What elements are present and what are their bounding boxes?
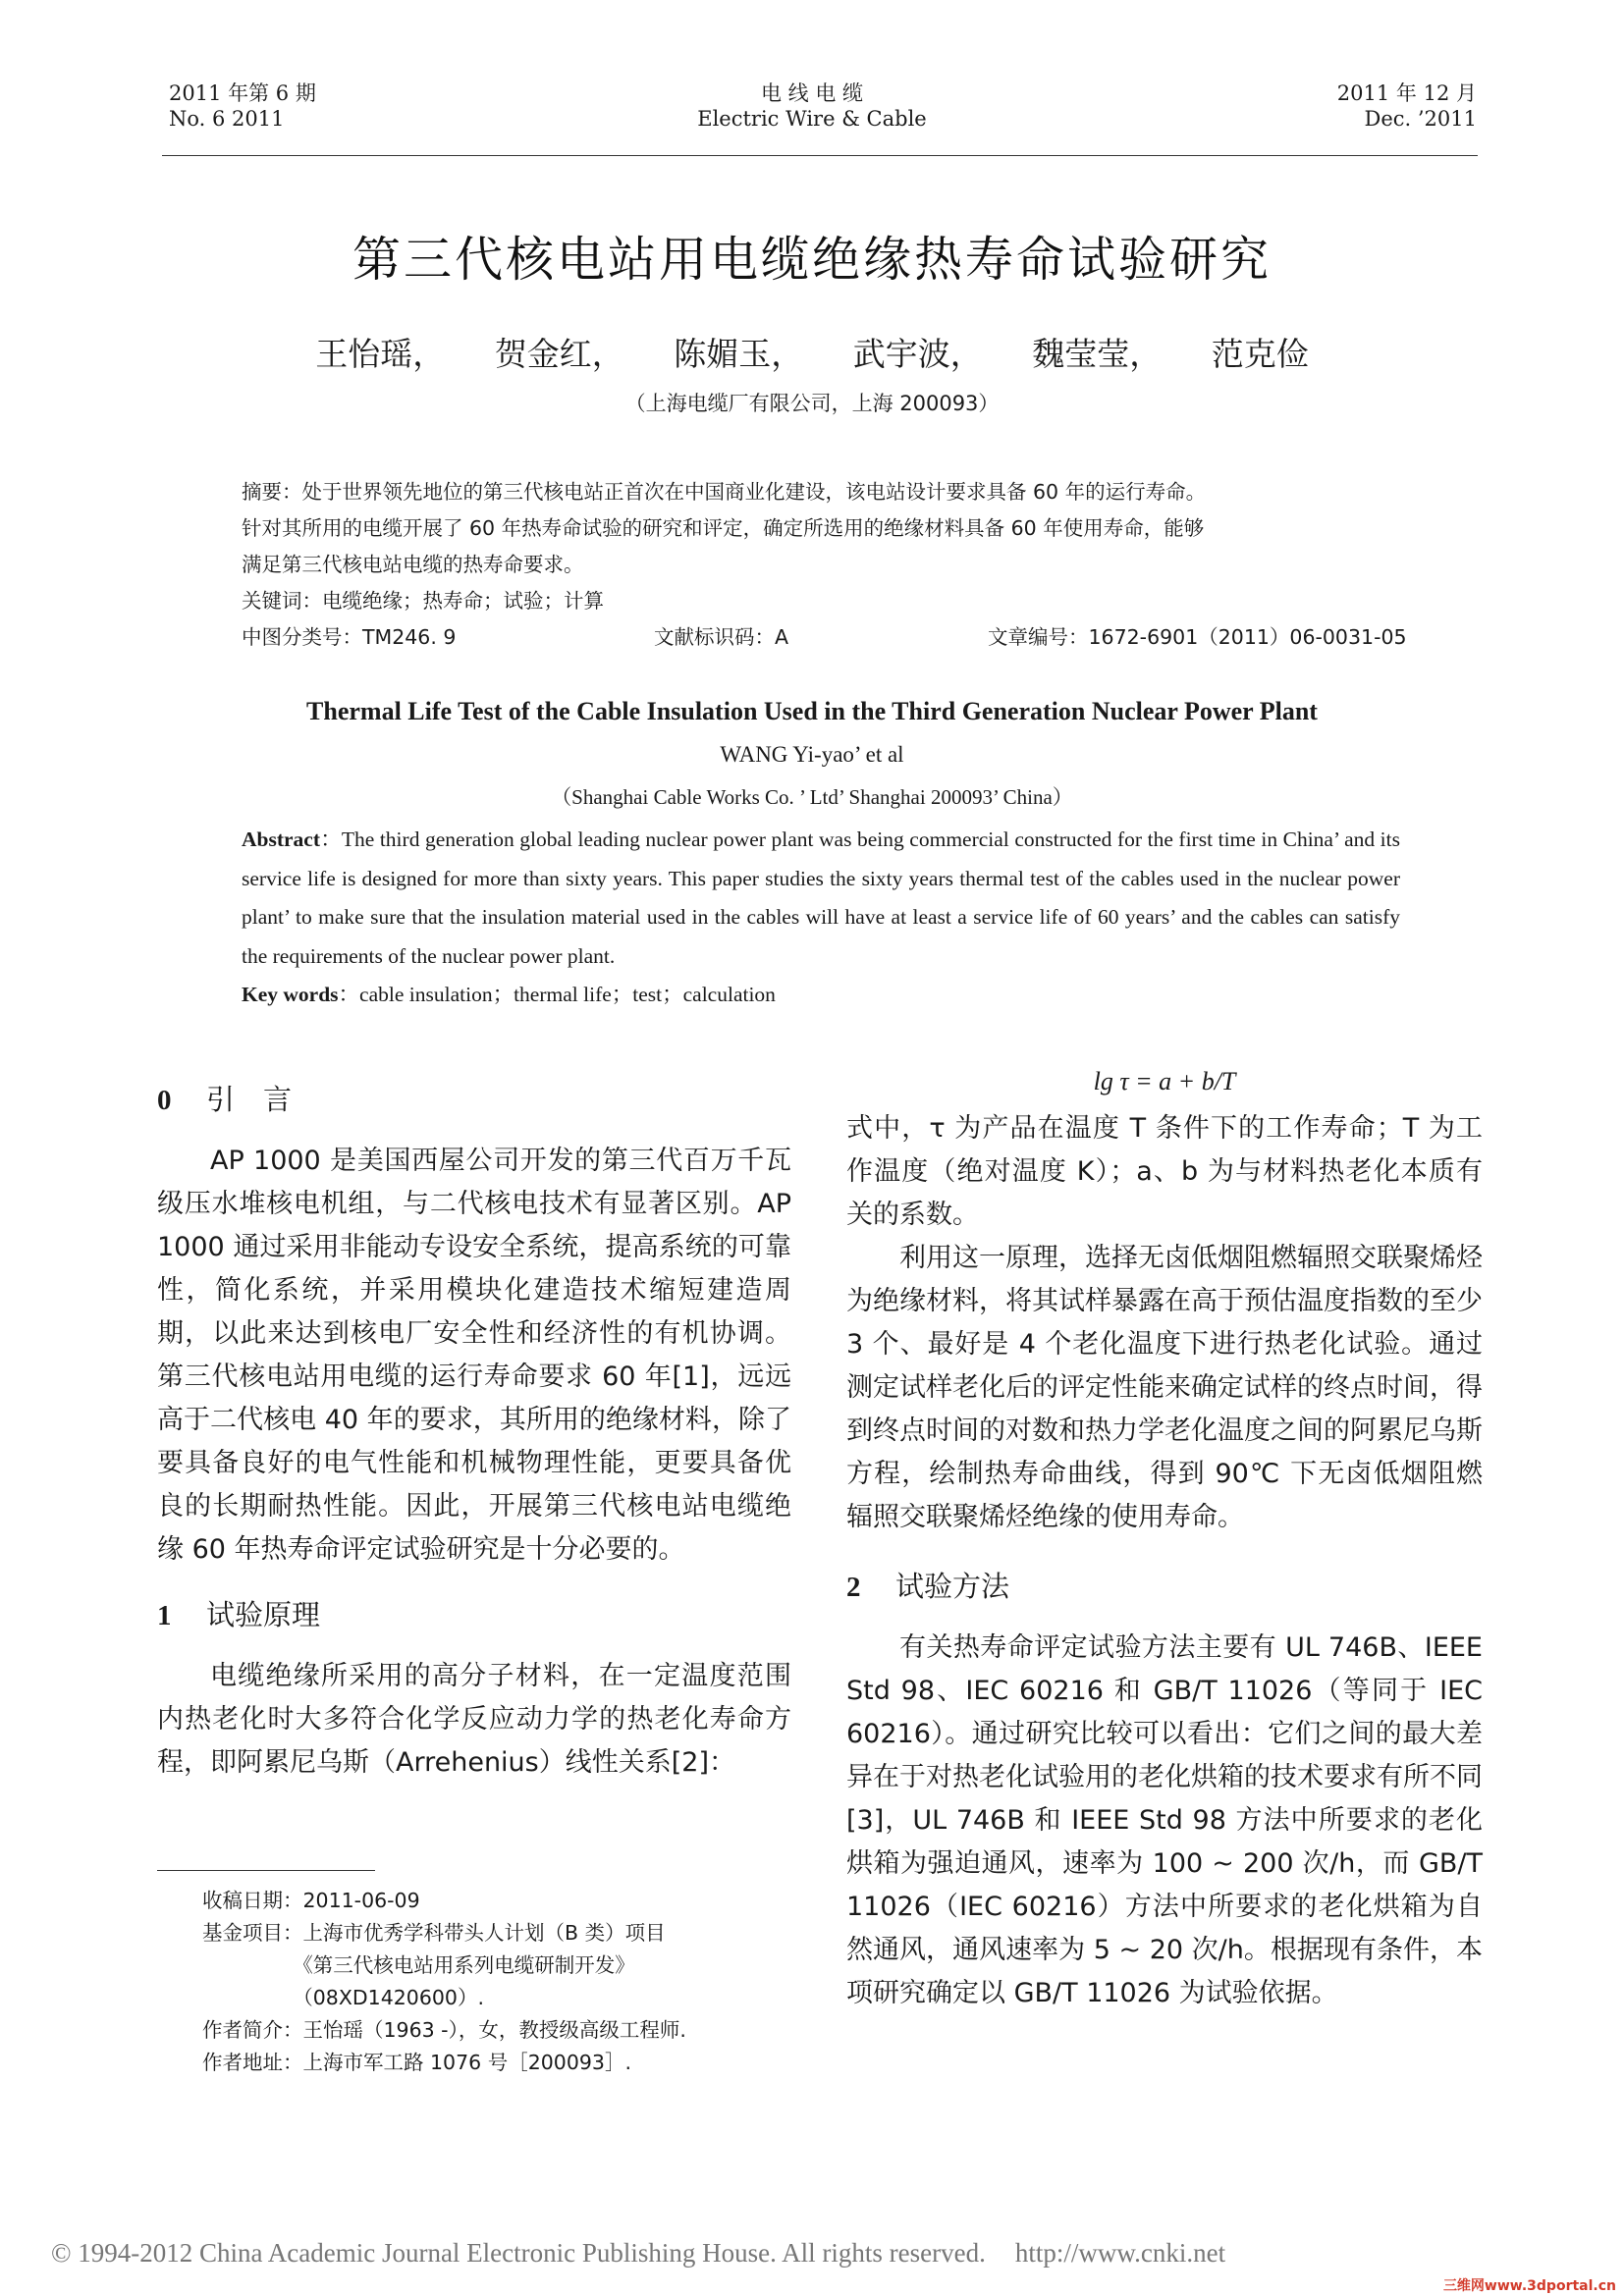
- footnotes: [202, 1885, 791, 2079]
- section-heading-2: [846, 1565, 1483, 1609]
- english-title: Thermal Life Test of the Cable Insulation Used in the Third Generation Nuclear Power Plant: [306, 697, 1318, 725]
- keywords-cn: 关键词：电缆绝缘；热寿命；试验；计算: [242, 589, 604, 613]
- journal-name-en: Electric Wire & Cable: [697, 107, 927, 131]
- issue-en: No. 6 2011: [169, 107, 285, 131]
- abstract-cn-line: 摘要：处于世界领先地位的第三代核电站正首次在中国商业化建设，该电站设计要求具备 60 年的运行寿命。: [242, 480, 1207, 504]
- keywords-en-text: ：cable insulation；thermal life；test；calculation: [338, 983, 776, 1006]
- section-title: 试验方法: [895, 1570, 1010, 1603]
- affiliation: （上海电缆厂有限公司，上海 200093）: [624, 392, 1000, 415]
- equation-explanation: 式中，τ 为产品在温度 T 条件下的工作寿命；T 为工作温度（绝对温度 K）；a、b 为与材料热老化本质有关的系数。: [846, 1113, 1483, 1230]
- article-number: 文章编号：1672-6901（2011）06-0031-05: [988, 625, 1407, 649]
- abstract-en-paragraph: [242, 821, 1400, 976]
- arrhenius-equation: lg τ = a + b/T: [1093, 1067, 1236, 1095]
- journal-date-right: [1337, 80, 1477, 132]
- footnote-author-address: 作者地址：上海市军工路 1076 号［200093］.: [202, 2051, 631, 2074]
- abstract-cn-line: 满足第三代核电站电缆的热寿命要求。: [242, 553, 584, 576]
- section-heading-0: [157, 1078, 791, 1122]
- section-title: 试验原理: [206, 1598, 321, 1631]
- footnote-funding: 基金项目：上海市优秀学科带头人计划（B 类）项目: [202, 1921, 666, 1945]
- clc-number: 中图分类号：TM246. 9: [242, 625, 457, 649]
- abstract-en: [242, 821, 1400, 1015]
- body-column-left: [157, 1068, 791, 1785]
- section-number: 1: [157, 1600, 172, 1631]
- section-title: 引 言: [206, 1083, 293, 1116]
- method-paragraph: 有关热寿命评定试验方法主要有 UL 746B、IEEE Std 98、IEC 60216 和 GB/T 11026（等同于 IEC 60216）。通过研究比较可以看出：它们之间的最大差异在于对热老化试验用的老化烘箱的技术要求有所不同[3]，UL 746B 和 IEEE Std 98 方法中所要求的老化烘箱为强迫通风，速率为 100 ~ 200 次/h，而 GB/T 11026（IEC 60216）方法中所要求的老化烘箱为自然通风，通风速率为 5 ~ 20 次/h。根据现有条件，本项研究确定以 GB/T 11026 为试验依据。: [846, 1632, 1483, 2008]
- issue-cn: 2011 年第 6 期: [169, 81, 316, 105]
- author-list: 王怡瑶， 贺金红， 陈媚玉， 武宇波， 魏莹莹， 范克俭: [315, 335, 1309, 373]
- principle-paragraph: 电缆绝缘所采用的高分子材料，在一定温度范围内热老化时大多符合化学反应动力学的热老化寿命方程，即阿累尼乌斯（Arrehenius）线性关系[2]：: [157, 1661, 791, 1778]
- english-affiliation: （Shanghai Cable Works Co. ’ Ltd’ Shanghai 200093’ China）: [551, 785, 1073, 809]
- copyright-text: © 1994-2012 China Academic Journal Electronic Publishing House. All rights reserved.: [51, 2238, 986, 2268]
- header-divider: [162, 155, 1478, 156]
- principle-application-paragraph: 利用这一原理，选择无卤低烟阻燃辐照交联聚烯烃为绝缘材料，将其试样暴露在高于预估温度指数的至少 3 个、最好是 4 个老化温度下进行热老化试验。通过测定试样老化后的评定性能来确定试样的终点时间，得到终点时间的对数和热力学老化温度之间的阿累尼乌斯方程，绘制热寿命曲线，得到 90℃ 下无卤低烟阻燃辐照交联聚烯烃绝缘的使用寿命。: [846, 1243, 1483, 1532]
- section-number: 2: [846, 1572, 861, 1603]
- keywords-en-label: Key words: [242, 983, 339, 1006]
- watermark-logo: 三维网www.3dportal.cn: [1442, 2278, 1616, 2294]
- paper-title: 第三代核电站用电缆绝缘热寿命试验研究: [352, 232, 1272, 288]
- abstract-en-text: ：The third generation global leading nuclear power plant was being commercial constructed for the first time in China’ and its service life is designed for more than sixty years. This paper studies the sixty years thermal test of the cables used in the nuclear power plant’ to make sure that the insulation material used in the cables will have at least a service life of 60 years’ and the cables can satisfy the requirements of the nuclear power plant.: [242, 828, 1400, 968]
- section-number: 0: [157, 1085, 172, 1116]
- footnote-divider: [157, 1870, 375, 1871]
- date-cn: 2011 年 12 月: [1336, 81, 1477, 105]
- footnote-author-bio: 作者简介：王怡瑶（1963 -），女，教授级高级工程师.: [202, 2018, 686, 2042]
- document-code: 文献标识码：A: [654, 625, 789, 649]
- abstract-en-label: Abstract: [242, 828, 321, 851]
- footnote-funding-cont: 《第三代核电站用系列电缆研制开发》: [202, 1953, 635, 1977]
- section-heading-1: [157, 1593, 791, 1637]
- body-column-right: [846, 1060, 1483, 2015]
- abstract-cn: [242, 474, 1407, 656]
- classification-row: [242, 619, 1407, 656]
- footnote-received: 收稿日期：2011-06-09: [202, 1889, 420, 1912]
- cnki-url: http://www.cnki.net: [1014, 2238, 1226, 2268]
- journal-name-cn: 电 线 电 缆: [760, 81, 864, 105]
- english-author: WANG Yi-yao’ et al: [720, 742, 904, 767]
- abstract-cn-line: 针对其所用的电缆开展了 60 年热寿命试验的研究和评定，确定所选用的绝缘材料具备 60 年使用寿命，能够: [242, 516, 1205, 540]
- keywords-en: [242, 976, 1400, 1015]
- intro-paragraph: AP 1000 是美国西屋公司开发的第三代百万千瓦级压水堆核电机组，与二代核电技术有显著区别。AP 1000 通过采用非能动专设安全系统，提高系统的可靠性，简化系统，并采用模块化建造技术缩短建造周期，以此来达到核电厂安全性和经济性的有机协调。第三代核电站用电缆的运行寿命要求 60 年[1]，远远高于二代核电 40 年的要求，其所用的绝缘材料，除了要具备良好的电气性能和机械物理性能，更要具备优良的长期耐热性能。因此，开展第三代核电站电缆绝缘 60 年热寿命评定试验研究是十分必要的。: [157, 1146, 791, 1565]
- copyright-footer: [51, 2238, 1225, 2269]
- date-en: Dec. ’2011: [1364, 107, 1477, 131]
- footnote-funding-code: （08XD1420600）.: [202, 1986, 484, 2009]
